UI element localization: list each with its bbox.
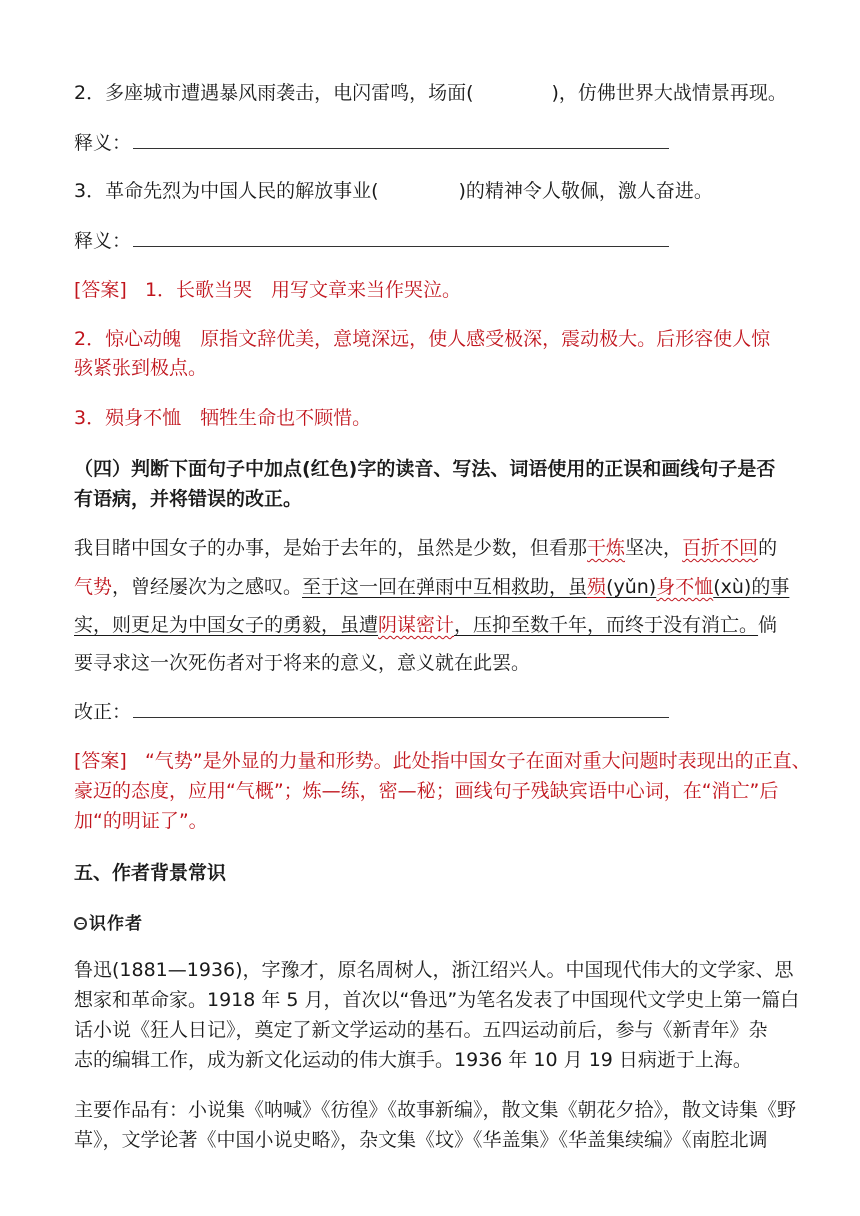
marked-word: 阴谋密计: [378, 614, 455, 636]
underlined-sentence: 的事: [751, 576, 790, 598]
marked-word: 殒: [587, 576, 607, 598]
passage-line-4: [74, 650, 830, 676]
marked-word: 百折不回: [682, 537, 759, 559]
answer-2-text-a: 2．惊心动魄 原指文辞优美，意境深远，使人感受极深，震动极大。后形容使人惊: [74, 328, 771, 350]
answer-1-line-2: [74, 326, 830, 352]
passage-line-2: [74, 574, 830, 600]
subhead-text: 识作者: [89, 914, 143, 934]
correction-label: 改正：: [74, 701, 132, 723]
passage-text: 我目睹中国女子的办事，是始于去年的，虽然是少数，但看那: [74, 537, 588, 559]
definition-label: 释义：: [74, 230, 132, 252]
answer-2-text-b: 骇紧张到极点。: [74, 357, 208, 379]
correction-blank: [133, 699, 669, 718]
marked-word: 气势: [74, 576, 113, 598]
passage-text: 要寻求这一次死伤者对于将来的意义，意义就在此罢。: [74, 652, 531, 674]
answer-2-line-2: [74, 778, 830, 804]
works-line-2: [74, 1127, 830, 1153]
q2-text-before: 2．多座城市遭遇暴风雨袭击，电闪雷鸣，场面(: [74, 82, 474, 104]
definition-blank: [133, 228, 669, 247]
question-3: [74, 178, 830, 204]
section-5-heading: [74, 860, 830, 886]
bio-line-1: [74, 957, 830, 983]
passage-text: 坚决，: [625, 537, 683, 559]
answer-2-line-3: [74, 808, 830, 834]
works-line-1: [74, 1097, 830, 1123]
bio-line-3: [74, 1017, 830, 1043]
bio-line-2: [74, 987, 830, 1013]
answer-1-line-2b: [74, 355, 830, 381]
underlined-sentence: 至于这一回在弹雨中互相救助，虽: [302, 576, 588, 598]
section-4-heading-text-a: （四）判断下面句子中加点(红色)字的读音、写法、词语使用的正误和画线句子是否: [74, 458, 776, 480]
section-4-heading-b: [74, 486, 830, 512]
works-text: 主要作品有：小说集《呐喊》《彷徨》《故事新编》，散文集《朝花夕拾》，散文诗集《野: [74, 1099, 797, 1121]
answer-3-text: 3．殒身不恤 牺牲生命也不顾惜。: [74, 407, 372, 429]
section-5-heading-text: 五、作者背景常识: [74, 862, 227, 884]
passage-line-1: [74, 535, 830, 561]
bio-text: 志的编辑工作，成为新文化运动的伟大旗手。1936 年 10 月 19 日病逝于上海。: [74, 1049, 752, 1071]
answer-text: 豪迈的态度，应用“气概”；炼—练，密—秘；画线句子残缺宾语中心词，在“消亡”后: [74, 780, 779, 802]
marked-word: 身不恤: [656, 576, 714, 598]
passage-text: 倘: [758, 614, 778, 636]
underlined-sentence: 实，则更足为中国女子的勇毅，虽遭: [74, 614, 379, 636]
q2-text-after: )，仿佛世界大战情景再现。: [551, 82, 787, 104]
passage-text: ，曾经屡次为之感叹。: [112, 576, 303, 598]
correction-row: [74, 699, 830, 725]
definition-label: 释义：: [74, 132, 132, 154]
bio-text: 话小说《狂人日记》，奠定了新文学运动的基石。五四运动前后，参与《新青年》杂: [74, 1019, 768, 1041]
answer-2-line-1: [74, 748, 830, 774]
circle-arrow-icon: [74, 917, 87, 930]
definition-blank: [133, 130, 669, 149]
answer-tag: [答案]: [74, 279, 127, 301]
passage-text: 的: [758, 537, 778, 559]
answer-text: 加“的明证了”。: [74, 810, 208, 832]
bio-text: 鲁迅(1881—1936)，字豫才，原名周树人，浙江绍兴人。中国现代伟大的文学家、思: [74, 959, 794, 981]
q3-text-after: )的精神令人敬佩，激人奋进。: [458, 180, 713, 202]
bio-text: 想家和革命家。1918 年 5 月，首次以“鲁迅”为笔名发表了中国现代文学史上第一篇白: [74, 989, 800, 1011]
bio-line-4: [74, 1047, 830, 1073]
section-4-heading-a: [74, 456, 830, 482]
answer-1-line-1: [74, 277, 830, 303]
answer-1-line-3: [74, 405, 830, 431]
pinyin-annotation: (yǔn): [606, 576, 657, 598]
answer-1-text: 1．长歌当哭 用写文章来当作哭泣。: [144, 279, 462, 301]
section-4-heading-text-b: 有语病，并将错误的改正。: [74, 488, 303, 510]
q3-definition-row: [74, 228, 830, 254]
q2-definition-row: [74, 130, 830, 156]
passage-line-3: [74, 612, 830, 638]
marked-word: 干炼: [587, 537, 626, 559]
pinyin-annotation: (xù): [713, 576, 752, 598]
question-2: [74, 80, 830, 106]
answer-text: “气势”是外显的力量和形势。此处指中国女子在面对重大问题时表现出的正直、: [144, 750, 811, 772]
works-text: 草》，文学论著《中国小说史略》，杂文集《坟》《华盖集》《华盖集续编》《南腔北调: [74, 1129, 768, 1151]
answer-tag: [答案]: [74, 750, 127, 772]
know-author-subhead: [74, 910, 830, 937]
q3-text-before: 3．革命先烈为中国人民的解放事业(: [74, 180, 379, 202]
underlined-sentence: ，压抑至数千年，而终于没有消亡。: [454, 614, 759, 636]
